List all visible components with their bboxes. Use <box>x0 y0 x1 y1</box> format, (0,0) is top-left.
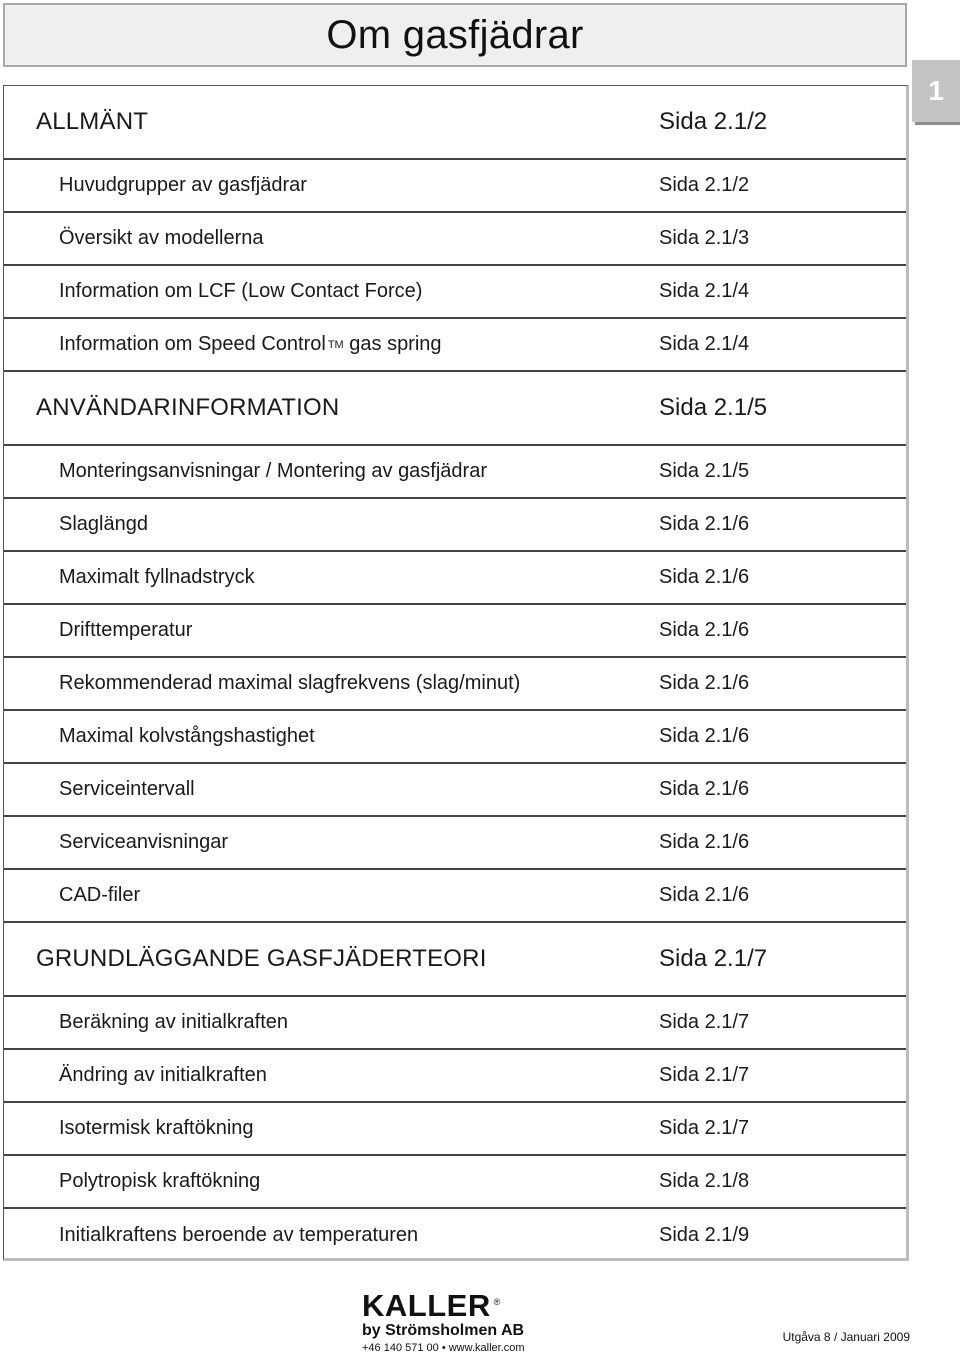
toc-page-ref: Sida 2.1/6 <box>659 566 750 588</box>
toc-item-row <box>4 160 906 213</box>
toc-item-row <box>4 870 906 923</box>
edition-note: Utgåva 8 / Januari 2009 <box>782 1330 910 1344</box>
toc-item-label: Ändring av initialkraften <box>59 1064 267 1086</box>
toc-item-row <box>4 552 906 605</box>
toc-page-ref: Sida 2.1/7 <box>659 1117 750 1139</box>
toc-item-label: Drifttemperatur <box>59 619 193 641</box>
logo-wordmark: KALLER ® <box>362 1288 501 1323</box>
toc-item-label: Polytropisk kraftökning <box>59 1170 261 1192</box>
toc-page-ref: Sida 2.1/8 <box>659 1170 750 1192</box>
trademark-mark: TM <box>327 338 344 351</box>
toc-page-ref: Sida 2.1/9 <box>659 1224 750 1246</box>
toc-section-row <box>4 923 906 997</box>
chapter-tab <box>912 60 960 122</box>
toc-item-label: Maximal kolvstångshastighet <box>59 725 315 747</box>
toc-page-ref: Sida 2.1/2 <box>659 174 750 196</box>
toc-page-ref: Sida 2.1/6 <box>659 619 750 641</box>
registered-mark: ® <box>493 1297 501 1307</box>
toc-item-label: Översikt av modellerna <box>59 227 264 249</box>
toc-item-row <box>4 266 906 319</box>
toc-page-ref: Sida 2.1/6 <box>659 831 750 853</box>
toc-section-label: ANVÄNDARINFORMATION <box>36 394 340 421</box>
toc-item-row <box>4 658 906 711</box>
toc-item-row <box>4 1103 906 1156</box>
toc-item-row <box>4 446 906 499</box>
toc-item-row <box>4 817 906 870</box>
toc-section-row <box>4 86 906 160</box>
toc-page-ref: Sida 2.1/7 <box>659 945 768 972</box>
toc-page-ref: Sida 2.1/4 <box>659 333 750 355</box>
toc-item-label: Information om LCF (Low Contact Force) <box>59 280 423 302</box>
toc-item-label: Huvudgrupper av gasfjädrar <box>59 174 307 196</box>
toc-item-label: Information om Speed Control TM gas spring <box>59 333 442 355</box>
toc-item-label: Maximalt fyllnadstryck <box>59 566 255 588</box>
toc-item-label: Beräkning av initialkraften <box>59 1011 289 1033</box>
toc-item-row <box>4 997 906 1050</box>
toc-page-ref: Sida 2.1/5 <box>659 394 768 421</box>
toc-item-label: Slaglängd <box>59 513 148 535</box>
table-of-contents <box>3 85 909 1261</box>
toc-page-ref: Sida 2.1/6 <box>659 778 750 800</box>
contact-info: +46 140 571 00 • www.kaller.com <box>362 1342 525 1354</box>
toc-page-ref: Sida 2.1/5 <box>659 460 750 482</box>
toc-page-ref: Sida 2.1/7 <box>659 1064 750 1086</box>
toc-item-label: Monteringsanvisningar / Montering av gasfjädrar <box>59 460 487 482</box>
toc-item-row <box>4 1209 906 1262</box>
toc-page-ref: Sida 2.1/7 <box>659 1011 750 1033</box>
toc-item-row <box>4 1156 906 1209</box>
toc-page-ref: Sida 2.1/2 <box>659 108 768 135</box>
toc-item-row <box>4 711 906 764</box>
toc-section-row <box>4 372 906 446</box>
toc-item-row <box>4 499 906 552</box>
toc-item-label: CAD-filer <box>59 884 141 906</box>
toc-page-ref: Sida 2.1/3 <box>659 227 750 249</box>
toc-page-ref: Sida 2.1/4 <box>659 280 750 302</box>
toc-page-ref: Sida 2.1/6 <box>659 884 750 906</box>
kaller-logo <box>362 1290 532 1355</box>
toc-item-row <box>4 764 906 817</box>
toc-item-label: Initialkraftens beroende av temperaturen <box>59 1224 419 1246</box>
toc-page-ref: Sida 2.1/6 <box>659 672 750 694</box>
toc-item-label: Rekommenderad maximal slagfrekvens (slag/minut) <box>59 672 521 694</box>
logo-tagline: by Strömsholmen AB <box>362 1322 525 1339</box>
toc-item-label: Isotermisk kraftökning <box>59 1117 254 1139</box>
toc-item-label: Serviceintervall <box>59 778 195 800</box>
chapter-tab-number: 1 <box>928 75 944 106</box>
toc-item-row <box>4 605 906 658</box>
page-title: Om gasfjädrar <box>326 12 584 57</box>
toc-item-label: Serviceanvisningar <box>59 831 228 853</box>
toc-item-row <box>4 213 906 266</box>
page-title-box <box>3 3 907 67</box>
toc-item-row <box>4 319 906 372</box>
toc-section-label: ALLMÄNT <box>36 108 149 135</box>
toc-section-label: GRUNDLÄGGANDE GASFJÄDERTEORI <box>36 945 487 972</box>
toc-page-ref: Sida 2.1/6 <box>659 513 750 535</box>
toc-page-ref: Sida 2.1/6 <box>659 725 750 747</box>
toc-item-row <box>4 1050 906 1103</box>
